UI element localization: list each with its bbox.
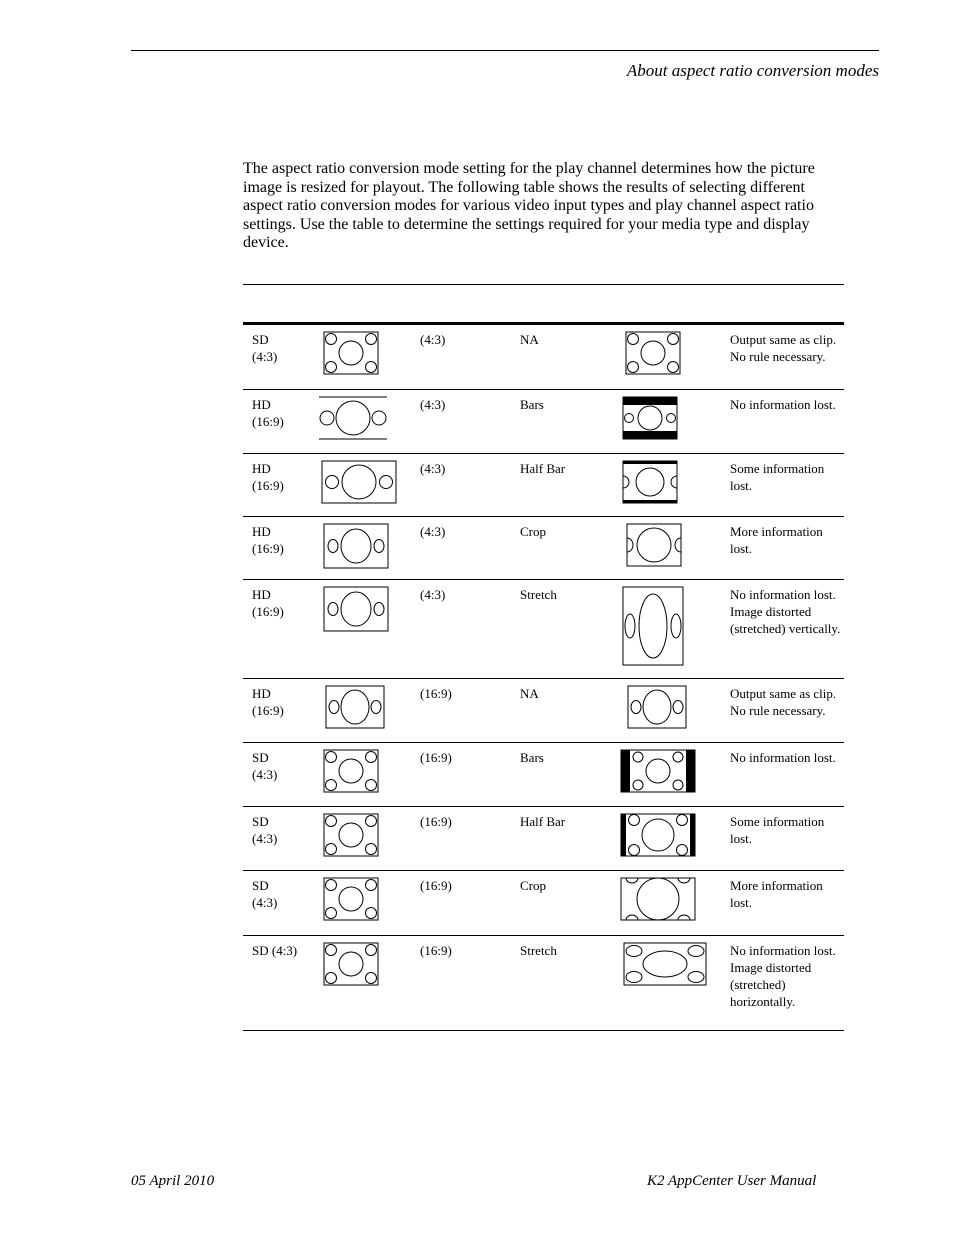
input-figure-cell <box>318 579 420 678</box>
output-aspect-figure <box>622 460 678 504</box>
table-top-rule <box>243 284 844 285</box>
input-type-line: (4:3) <box>252 349 278 364</box>
output-aspect-figure <box>620 749 696 793</box>
input-type-line: HD <box>252 685 271 701</box>
input-aspect-figure <box>325 685 385 729</box>
table-row <box>243 324 844 389</box>
output-figure-cell <box>620 870 730 935</box>
output-aspect-figure <box>620 877 696 921</box>
input-type-cell <box>243 579 318 678</box>
table-body <box>243 324 844 1030</box>
table-row <box>243 806 844 870</box>
input-type-line: (4:3) <box>252 894 278 910</box>
input-type-cell <box>243 516 318 579</box>
input-aspect-figure <box>323 749 379 793</box>
conversion-mode-cell: Crop <box>520 870 620 935</box>
input-aspect-figure <box>318 396 388 440</box>
input-aspect-figure <box>323 942 379 986</box>
result-description-cell: Output same as clip. No rule necessary. <box>730 678 844 742</box>
input-aspect-figure <box>323 877 379 921</box>
input-figure-cell <box>318 324 420 389</box>
input-figure-cell <box>318 935 420 1030</box>
input-type-line: HD <box>252 586 271 602</box>
input-type-cell <box>243 678 318 742</box>
input-type-cell <box>243 935 318 1030</box>
footer-manual-title: K2 AppCenter User Manual <box>647 1173 817 1189</box>
channel-aspect-cell: (16:9) <box>420 870 520 935</box>
output-aspect-figure <box>626 523 682 567</box>
output-figure-cell <box>620 678 730 742</box>
channel-aspect-cell: (4:3) <box>420 324 520 389</box>
channel-aspect-cell: (16:9) <box>420 806 520 870</box>
result-description-cell: No information lost. Image distorted (stretched) vertically. <box>730 579 844 678</box>
conversion-table-container <box>243 322 844 1031</box>
conversion-mode-cell: Bars <box>520 742 620 806</box>
result-description-cell: Some information lost. <box>730 453 844 516</box>
output-figure-cell <box>620 579 730 678</box>
channel-aspect-cell: (4:3) <box>420 516 520 579</box>
table-row <box>243 870 844 935</box>
input-type-line: SD <box>252 749 269 765</box>
output-figure-cell <box>620 324 730 389</box>
conversion-mode-cell: NA <box>520 324 620 389</box>
input-type-cell <box>243 453 318 516</box>
table-row <box>243 579 844 678</box>
input-type-line: (16:9) <box>252 702 284 718</box>
input-type-line: (16:9) <box>252 477 284 493</box>
input-aspect-figure <box>323 813 379 857</box>
input-type-line: SD <box>252 332 269 347</box>
output-aspect-figure <box>627 685 687 729</box>
input-type-cell <box>243 806 318 870</box>
input-figure-cell <box>318 453 420 516</box>
input-type-cell <box>243 742 318 806</box>
result-description-cell: No information lost. <box>730 389 844 453</box>
output-figure-cell <box>620 516 730 579</box>
result-description-cell: No information lost. Image distorted (stretched) horizontally. <box>730 935 844 1030</box>
channel-aspect-cell: (4:3) <box>420 389 520 453</box>
input-type-line: (16:9) <box>252 413 284 429</box>
table-row <box>243 678 844 742</box>
output-aspect-figure <box>625 331 681 375</box>
table-row <box>243 516 844 579</box>
output-figure-cell <box>620 935 730 1030</box>
result-description-cell: More information lost. <box>730 870 844 935</box>
output-aspect-figure <box>620 813 696 857</box>
conversion-mode-cell: NA <box>520 678 620 742</box>
table-row <box>243 742 844 806</box>
footer-date: 05 April 2010 <box>131 1173 215 1189</box>
result-description-cell: Some information lost. <box>730 806 844 870</box>
channel-aspect-cell: (4:3) <box>420 453 520 516</box>
result-description-cell: More information lost. <box>730 516 844 579</box>
page-header-title: About aspect ratio conversion modes <box>626 61 879 80</box>
input-type-cell <box>243 389 318 453</box>
table-row <box>243 935 844 1030</box>
input-type-line: SD <box>252 877 269 893</box>
input-figure-cell <box>318 742 420 806</box>
channel-aspect-cell: (4:3) <box>420 579 520 678</box>
input-type-line: (16:9) <box>252 540 284 556</box>
input-figure-cell <box>318 678 420 742</box>
conversion-mode-cell: Bars <box>520 389 620 453</box>
conversion-mode-cell: Half Bar <box>520 806 620 870</box>
output-figure-cell <box>620 742 730 806</box>
input-figure-cell <box>318 806 420 870</box>
input-type-line: (4:3) <box>252 766 278 782</box>
input-type-line: SD <box>252 813 269 829</box>
input-type-line: SD (4:3) <box>252 942 298 958</box>
output-aspect-figure <box>622 586 684 666</box>
input-type-line: (16:9) <box>252 603 284 619</box>
input-figure-cell <box>318 870 420 935</box>
input-aspect-figure <box>323 523 389 569</box>
header-rule <box>131 50 879 51</box>
input-aspect-figure <box>323 586 389 632</box>
table-row <box>243 389 844 453</box>
channel-aspect-cell: (16:9) <box>420 678 520 742</box>
input-type-cell <box>243 870 318 935</box>
output-figure-cell <box>620 389 730 453</box>
input-type-line: HD <box>252 523 271 539</box>
channel-aspect-cell: (16:9) <box>420 935 520 1030</box>
input-type-line: HD <box>252 460 271 476</box>
conversion-mode-cell: Crop <box>520 516 620 579</box>
output-figure-cell <box>620 806 730 870</box>
result-description-cell: Output same as clip. No rule necessary. <box>730 324 844 389</box>
output-aspect-figure <box>622 396 678 440</box>
input-aspect-figure <box>323 331 379 375</box>
intro-paragraph: The aspect ratio conversion mode setting for the play channel determines how the picture image is resized for playout. The following table shows the results of selecting different aspect ratio conversion modes for various video input types and play channel aspect ratio settings. Use the table to determine the settings required for your media type and display device. <box>243 160 815 251</box>
conversion-mode-cell: Stretch <box>520 579 620 678</box>
result-description-cell: No information lost. <box>730 742 844 806</box>
table-row <box>243 453 844 516</box>
input-aspect-figure <box>321 460 397 504</box>
conversion-mode-cell: Half Bar <box>520 453 620 516</box>
input-type-line: (4:3) <box>252 830 278 846</box>
input-type-line: HD <box>252 396 271 412</box>
output-aspect-figure <box>623 942 707 986</box>
channel-aspect-cell: (16:9) <box>420 742 520 806</box>
input-figure-cell <box>318 389 420 453</box>
output-figure-cell <box>620 453 730 516</box>
conversion-mode-cell: Stretch <box>520 935 620 1030</box>
input-type-cell <box>243 324 318 389</box>
input-figure-cell <box>318 516 420 579</box>
aspect-ratio-conversion-table <box>243 322 844 1031</box>
